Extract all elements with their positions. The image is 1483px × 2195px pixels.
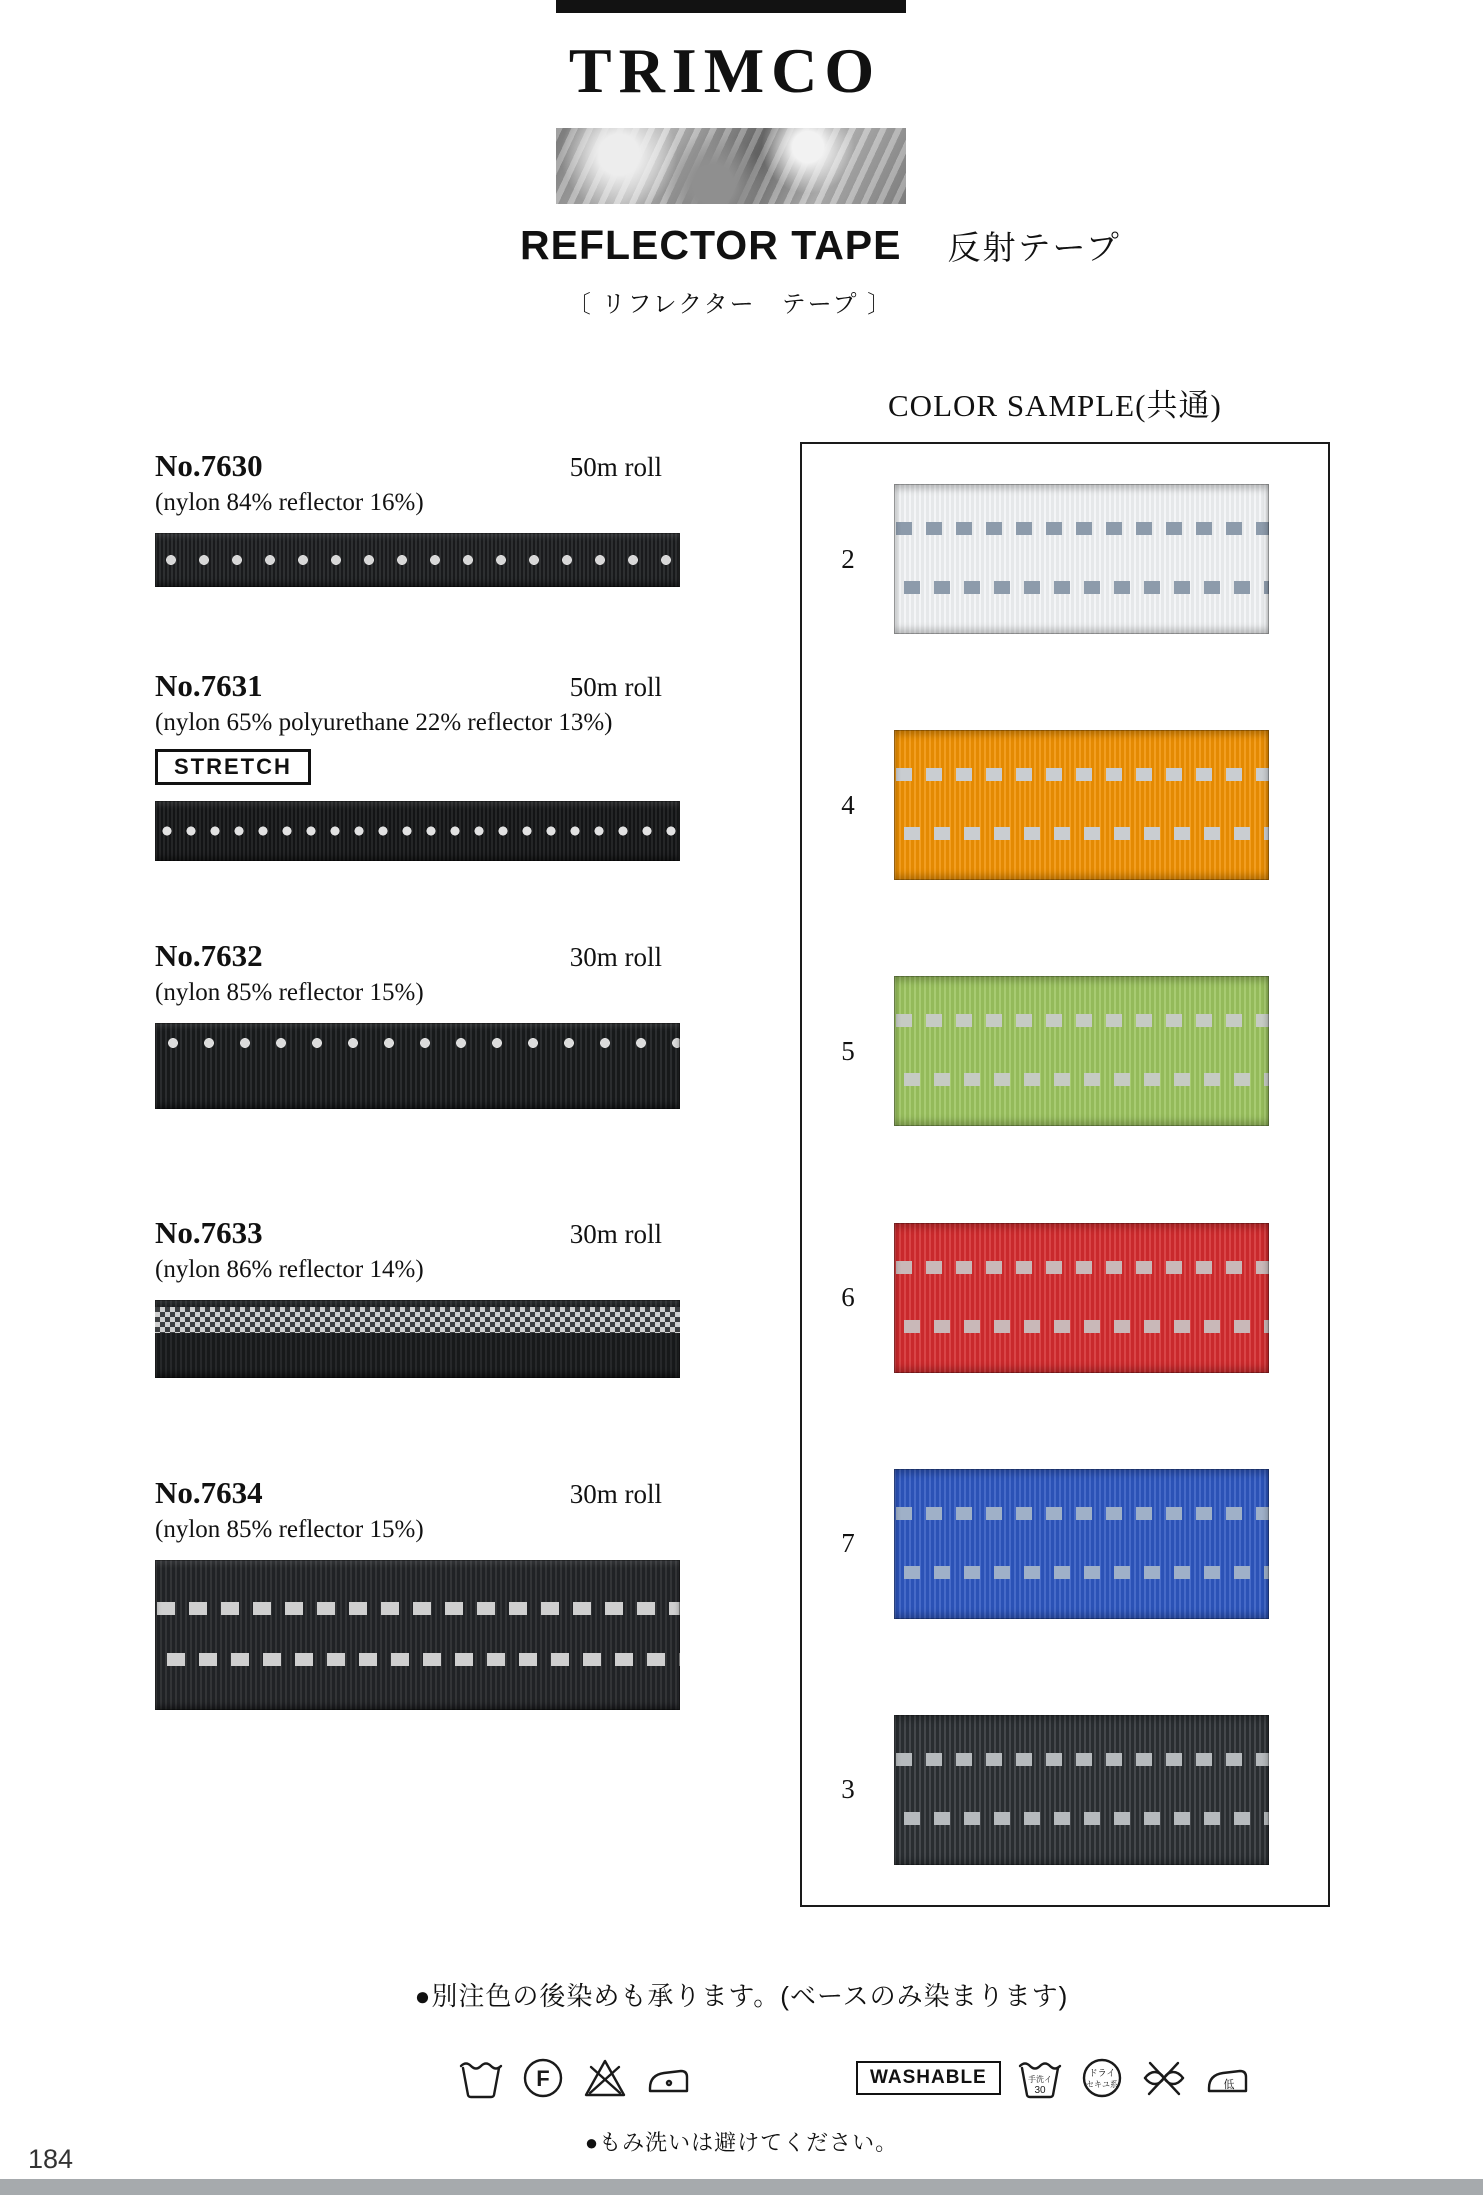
tape-sample-7632 <box>155 1023 680 1109</box>
top-black-bar <box>556 0 906 13</box>
color-number: 2 <box>841 543 855 574</box>
product-7633 <box>155 1215 680 1378</box>
washable-label: WASHABLE <box>856 2061 1001 2095</box>
svg-text:30: 30 <box>1034 2085 1046 2096</box>
dry-clean-F-circle-icon <box>520 2056 566 2100</box>
color-sample-box <box>800 442 1330 1907</box>
color-number: 4 <box>841 789 855 820</box>
product-7630 <box>155 448 680 587</box>
color-number: 6 <box>841 1282 855 1313</box>
roll-length: 50m roll <box>569 672 662 702</box>
color-sample-row <box>802 1469 1328 1619</box>
product-composition: (nylon 65% polyurethane 22% reflector 13%) <box>155 709 613 736</box>
color-swatch-black <box>894 1715 1269 1865</box>
product-code: No.7633 <box>155 1215 263 1250</box>
product-composition: (nylon 84% reflector 16%) <box>155 489 424 516</box>
svg-text:F: F <box>536 2066 550 2091</box>
color-sample-row <box>802 1223 1328 1373</box>
product-7631 <box>155 668 680 861</box>
product-composition: (nylon 85% reflector 15%) <box>155 979 424 1006</box>
no-bleach-triangle-icon <box>582 2056 628 2100</box>
color-number: 5 <box>841 1035 855 1066</box>
roll-length: 50m roll <box>569 452 662 482</box>
iron-low-icon <box>1203 2056 1251 2100</box>
no-wring-icon <box>1141 2056 1187 2100</box>
roll-length: 30m roll <box>569 1219 662 1249</box>
roll-length: 30m roll <box>569 1479 662 1509</box>
color-swatch-red <box>894 1223 1269 1373</box>
handwash-tub-icon <box>458 2056 504 2100</box>
color-number: 7 <box>841 1528 855 1559</box>
product-code: No.7630 <box>155 448 263 483</box>
svg-text:ドライ: ドライ <box>1088 2068 1116 2078</box>
care-symbols-left <box>458 2056 692 2100</box>
product-7634 <box>155 1475 680 1710</box>
svg-text:手洗イ: 手洗イ <box>1027 2075 1052 2084</box>
svg-text:セキユ系: セキユ系 <box>1085 2080 1118 2089</box>
product-composition: (nylon 86% reflector 14%) <box>155 1256 424 1283</box>
tape-sample-7633 <box>155 1300 680 1378</box>
title-english: REFLECTOR TAPE <box>520 222 902 268</box>
tape-sample-7630 <box>155 533 680 587</box>
title-japanese: 反射テープ <box>947 229 1121 266</box>
product-code: No.7634 <box>155 1475 263 1510</box>
svg-text:低: 低 <box>1223 2079 1235 2091</box>
color-swatch-orange <box>894 730 1269 880</box>
color-swatch-white <box>894 484 1269 634</box>
color-sample-heading: COLOR SAMPLE(共通) <box>888 388 1222 423</box>
header-photo <box>556 128 906 204</box>
color-sample-row <box>802 730 1328 880</box>
dry-petroleum-circle-icon <box>1079 2056 1125 2100</box>
page-title <box>520 222 1121 269</box>
color-number: 3 <box>841 1774 855 1805</box>
bottom-scan-bar <box>0 2179 1483 2195</box>
product-7632 <box>155 938 680 1109</box>
color-sample-row <box>802 1715 1328 1865</box>
color-swatch-blue <box>894 1469 1269 1619</box>
tape-sample-7634 <box>155 1560 680 1710</box>
title-katakana: 〔 リフレクター テープ 〕 <box>566 291 894 318</box>
roll-length: 30m roll <box>569 942 662 972</box>
iron-icon <box>644 2056 692 2100</box>
color-swatch-green <box>894 976 1269 1126</box>
product-composition: (nylon 85% reflector 15%) <box>155 1516 424 1543</box>
stretch-badge: STRETCH <box>155 749 311 785</box>
wash-note: ●もみ洗いは避けてください。 <box>584 2130 899 2155</box>
brand-logo: TRIMCO <box>568 35 882 106</box>
dye-note: ●別注色の後染めも承ります。(ベースのみ染まります) <box>414 1981 1069 2011</box>
product-code: No.7631 <box>155 668 263 703</box>
color-sample-row <box>802 484 1328 634</box>
product-code: No.7632 <box>155 938 263 973</box>
page-number: 184 <box>28 2144 74 2174</box>
care-symbols-right <box>856 2056 1251 2100</box>
tape-sample-7631 <box>155 801 680 861</box>
handwash-30-tub-icon <box>1017 2056 1063 2100</box>
color-sample-row <box>802 976 1328 1126</box>
